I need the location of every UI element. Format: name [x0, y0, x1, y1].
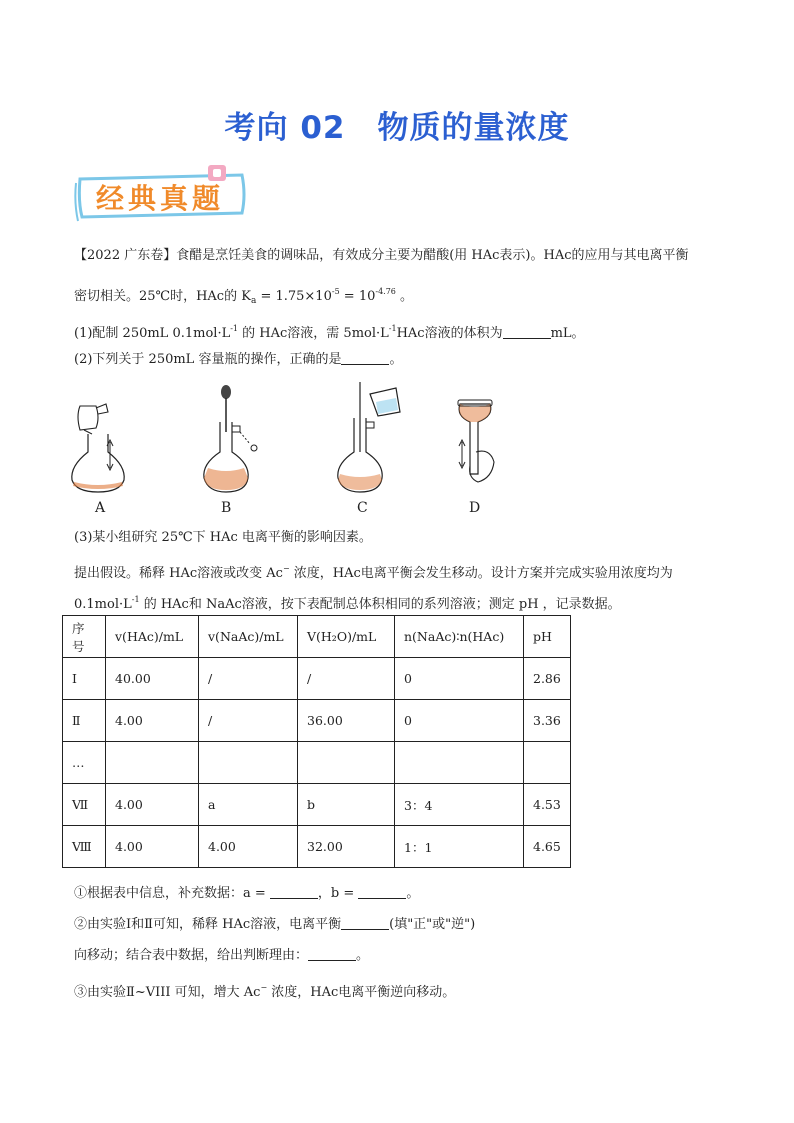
table-cell: / — [199, 700, 298, 742]
table-row — [63, 784, 571, 826]
table-cell: … — [63, 742, 106, 784]
table-cell: Ⅷ — [63, 826, 106, 868]
table-cell — [106, 742, 199, 784]
table-header-cell: v(HAc)/mL — [106, 616, 199, 658]
table-header-cell: 序号 — [63, 616, 106, 658]
sub-question-2: ②由实验Ⅰ和Ⅱ可知，稀释 HAc溶液，电离平衡 (填"正"或"逆") — [74, 917, 476, 932]
table-cell: a — [199, 784, 298, 826]
figure-label-d: D — [469, 500, 481, 516]
intro-line-1: 【2022 广东卷】食醋是烹饪美食的调味品，有效成分主要为醋酸(用 HAc表示)。HAc的应用与其电离平衡 — [74, 248, 689, 263]
answer-blank[interactable] — [341, 352, 389, 365]
table-cell: 4.00 — [106, 700, 199, 742]
table-cell — [524, 742, 571, 784]
table-row — [63, 700, 571, 742]
table-cell: Ⅶ — [63, 784, 106, 826]
table-header-cell: V(H₂O)/mL — [298, 616, 395, 658]
badge-label: 经典真题 — [96, 182, 225, 215]
table-cell — [395, 742, 524, 784]
page-title: 考向 02 物质的量浓度 — [224, 110, 570, 146]
table-header-cell: pH — [524, 616, 571, 658]
table-header-row — [63, 616, 571, 658]
figure-label-a: A — [95, 500, 106, 516]
table-cell: 4.53 — [524, 784, 571, 826]
question-3-method: $0.1mol\cdot L^{-1}$ 的 HAc和 NaAc溶液，按下表配制总体积相同的系列溶液；测定 pH ，记录数据。 — [74, 595, 621, 612]
table-cell: 3：4 — [395, 784, 524, 826]
table-cell: 0 — [395, 700, 524, 742]
question-1: (1)配制 250mL $0.1mol\cdot L^{-1}$ 的 HAc溶液，需 $5mol\cdot L^{-1}HAc$溶液的体积为 mL。 — [74, 324, 585, 341]
table-cell: / — [199, 658, 298, 700]
sub-question-1: ①根据表中信息，补充数据：a = ，b = 。 — [74, 886, 420, 901]
table-cell: 40.00 — [106, 658, 199, 700]
table-cell: Ⅰ — [63, 658, 106, 700]
flask-d-figure — [450, 382, 520, 494]
flask-a-figure — [66, 382, 136, 494]
table-row — [63, 742, 571, 784]
data-table — [62, 615, 571, 868]
figure-label-c: C — [357, 500, 368, 516]
table-cell: 32.00 — [298, 826, 395, 868]
table-cell: 2.86 — [524, 658, 571, 700]
flask-b-figure — [196, 382, 266, 494]
answer-blank[interactable] — [341, 917, 389, 930]
sub-question-2-cont: 向移动；结合表中数据，给出判断理由： 。 — [74, 948, 370, 963]
table-header-cell: n(NaAc)∶n(HAc) — [395, 616, 524, 658]
table-cell — [199, 742, 298, 784]
table-cell: 4.65 — [524, 826, 571, 868]
question-3: (3)某小组研究 25℃下 HAc 电离平衡的影响因素。 — [74, 530, 372, 545]
sub-question-3: ③由实验Ⅱ~VIII 可知，增大 Ac− 浓度，HAc电离平衡逆向移动。 — [74, 983, 456, 1000]
table-cell: 3.36 — [524, 700, 571, 742]
table-cell — [298, 742, 395, 784]
table-cell: 4.00 — [199, 826, 298, 868]
table-cell: 0 — [395, 658, 524, 700]
table-row — [63, 658, 571, 700]
figure-label-b: B — [221, 500, 232, 516]
table-header-cell: v(NaAc)/mL — [199, 616, 298, 658]
table-cell: Ⅱ — [63, 700, 106, 742]
intro-line-2: 密切相关。25℃时，HAc的 $K_a = 1.75\times 10^{-5} = 10^{-4.76}$ 。 — [74, 287, 414, 306]
answer-blank[interactable] — [270, 886, 318, 899]
answer-blank[interactable] — [503, 326, 551, 339]
answer-blank[interactable] — [358, 886, 406, 899]
question-3-hypothesis: 提出假设。稀释 HAc溶液或改变 Ac− 浓度，HAc电离平衡会发生移动。设计方案并完成实验用浓度均为 — [74, 564, 673, 581]
section-badge — [74, 165, 252, 223]
table-row — [63, 826, 571, 868]
answer-blank[interactable] — [308, 948, 356, 961]
table-cell: 36.00 — [298, 700, 395, 742]
flask-c-figure — [330, 382, 410, 494]
question-2: (2)下列关于 250mL 容量瓶的操作，正确的是 。 — [74, 352, 403, 367]
table-cell: 4.00 — [106, 826, 199, 868]
table-cell: 1：1 — [395, 826, 524, 868]
table-cell: / — [298, 658, 395, 700]
table-cell: b — [298, 784, 395, 826]
table-cell: 4.00 — [106, 784, 199, 826]
